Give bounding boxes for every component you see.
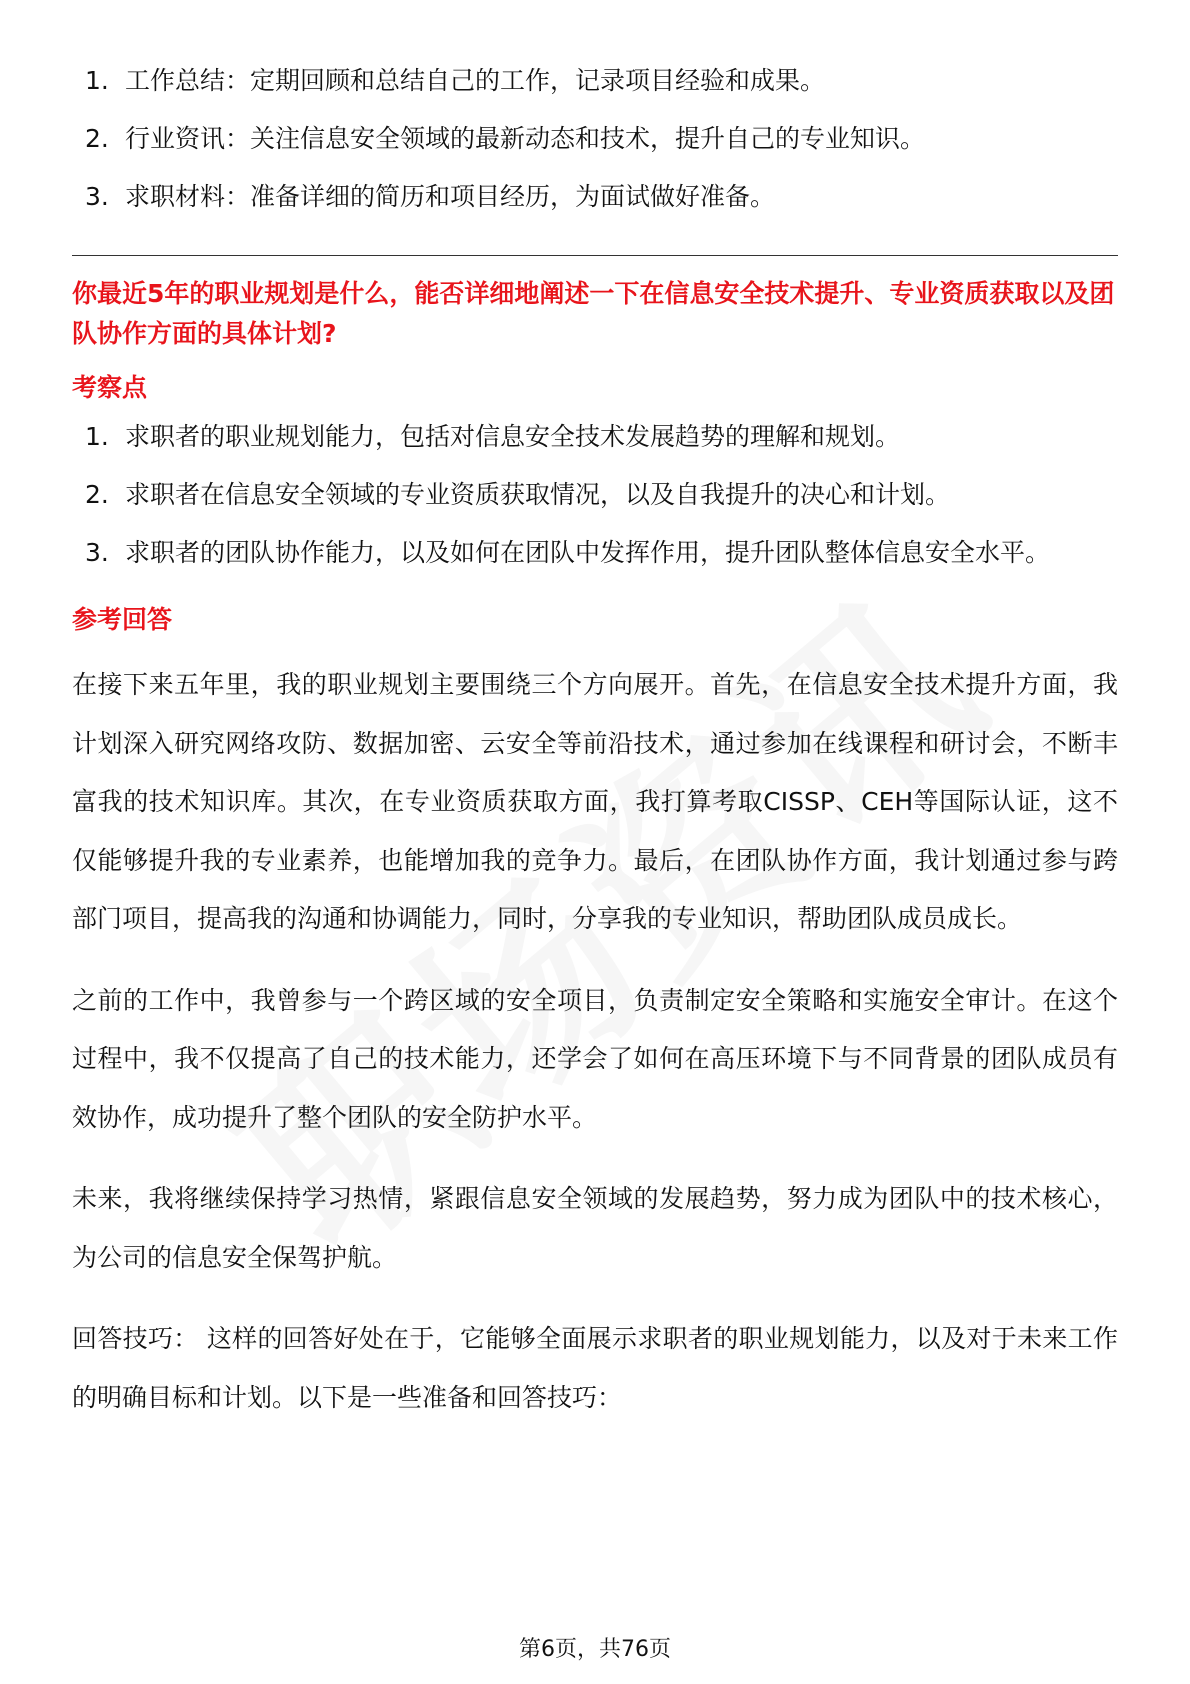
- section-divider: [72, 255, 1118, 256]
- list-number: 1.: [85, 422, 109, 451]
- list-text: 工作总结：定期回顾和总结自己的工作，记录项目经验和成果。: [125, 66, 826, 95]
- list-item: [72, 168, 1118, 226]
- top-numbered-list: [72, 52, 1118, 226]
- page-content: [72, 52, 1118, 1427]
- list-text: 求职者在信息安全领域的专业资质获取情况，以及自我提升的决心和计划。: [125, 480, 951, 509]
- list-item: [72, 110, 1118, 168]
- list-item: [72, 466, 1118, 524]
- exam-points-heading: 考察点: [72, 373, 148, 402]
- list-number: 2.: [85, 480, 109, 509]
- answer-paragraph: 未来，我将继续保持学习热情，紧跟信息安全领域的发展趋势，努力成为团队中的技术核心，为公司的信息安全保驾护航。: [72, 1184, 1118, 1272]
- exam-points-list: [72, 408, 1118, 582]
- list-text: 求职材料：准备详细的简历和项目经历，为面试做好准备。: [125, 182, 776, 211]
- page-number: 第6页，共76页: [519, 1637, 671, 1662]
- list-text: 求职者的团队协作能力，以及如何在团队中发挥作用，提升团队整体信息安全水平。: [125, 538, 1051, 567]
- list-number: 3.: [85, 538, 109, 567]
- list-item: [72, 52, 1118, 110]
- list-item: [72, 408, 1118, 466]
- list-number: 2.: [85, 124, 109, 153]
- answer-heading: 参考回答: [72, 605, 173, 634]
- list-text: 行业资讯：关注信息安全领域的最新动态和技术，提升自己的专业知识。: [125, 124, 926, 153]
- answer-paragraph: 之前的工作中，我曾参与一个跨区域的安全项目，负责制定安全策略和实施安全审计。在这个过程中，我不仅提高了自己的技术能力，还学会了如何在高压环境下与不同背景的团队成员有效协作，成功提升了整个团队的安全防护水平。: [72, 985, 1118, 1132]
- list-item: [72, 524, 1118, 582]
- answer-paragraph: 在接下来五年里，我的职业规划主要围绕三个方向展开。首先，在信息安全技术提升方面，我计划深入研究网络攻防、数据加密、云安全等前沿技术，通过参加在线课程和研讨会，不断丰富我的技术知识库。其次，在专业资质获取方面，我打算考取CISSP、CEH等国际认证，这不仅能够提升我的专业素养，也能增加我的竞争力。最后，在团队协作方面，我计划通过参与跨部门项目，提高我的沟通和协调能力，同时，分享我的专业知识，帮助团队成员成长。: [72, 670, 1118, 933]
- list-text: 求职者的职业规划能力，包括对信息安全技术发展趋势的理解和规划。: [125, 422, 901, 451]
- answer-tips-paragraph: 回答技巧： 这样的回答好处在于，它能够全面展示求职者的职业规划能力，以及对于未来工作的明确目标和计划。以下是一些准备和回答技巧：: [72, 1324, 1118, 1412]
- question-heading: 你最近5年的职业规划是什么，能否详细地阐述一下在信息安全技术提升、专业资质获取以及团队协作方面的具体计划?: [72, 279, 1115, 348]
- list-number: 1.: [85, 66, 109, 95]
- list-number: 3.: [85, 182, 109, 211]
